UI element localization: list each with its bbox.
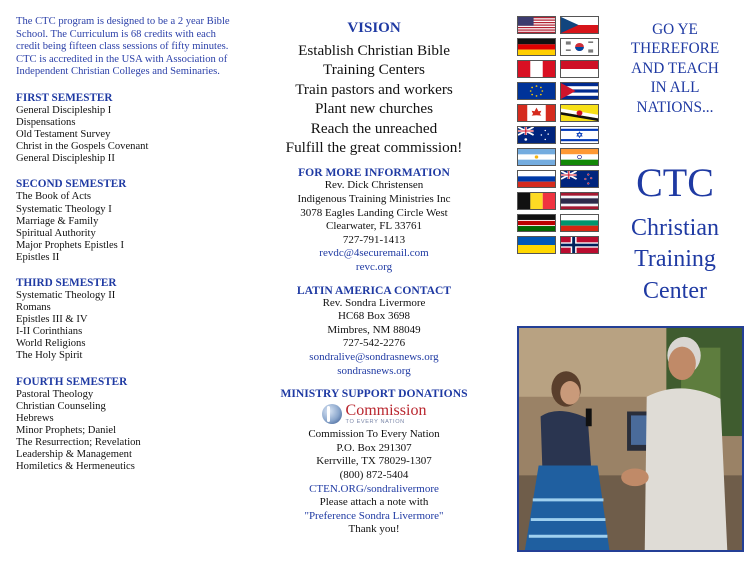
course-item: The Holy Spirit	[16, 350, 83, 362]
thailand-flag	[560, 192, 599, 210]
contact-line: Mimbres, NM 88049	[327, 323, 421, 336]
program-intro: The CTC program is designed to be a 2 year Bible School. The Curriculum is 68 credits with each credit being fifteen class sessions of fifty minutes. CTC is accredited in the USA with Association of Independent Christian Colleges and Seminaries.	[16, 16, 230, 78]
vision-item: Plant new churches	[314, 100, 434, 118]
contact-line: HC68 Box 3698	[337, 310, 411, 323]
slogan-line: THEREFORE	[630, 40, 720, 58]
czech-flag	[560, 16, 599, 34]
vision-item: Training Centers	[323, 61, 425, 79]
course-list	[16, 389, 238, 474]
contact-website-link[interactable]: sondrasnews.org	[337, 364, 411, 377]
brunei-flag	[560, 104, 599, 122]
course-item: Minor Prophets; Daniel	[16, 424, 117, 436]
contact-line: Rev. Dick Christensen	[324, 179, 424, 192]
peru-flag	[517, 60, 556, 78]
contact-line: Rev. Sondra Livermore	[322, 296, 426, 309]
vision-item: Establish Christian Bible	[298, 42, 450, 59]
semester-title: FOURTH SEMESTER	[16, 375, 128, 388]
course-item: Marriage & Family	[16, 215, 99, 227]
course-item: General Discipleship I	[16, 104, 112, 116]
commission-logo	[263, 400, 485, 428]
course-item: Homiletics & Hermeneutics	[16, 461, 135, 473]
ctc-full-name	[605, 213, 745, 307]
donations-heading: MINISTRY SUPPORT DONATIONS	[280, 387, 468, 401]
course-item: Systematic Theology II	[16, 290, 116, 301]
norway-flag	[560, 236, 599, 254]
canada-flag	[517, 104, 556, 122]
name-line: Center	[643, 277, 707, 304]
thank-you: Thank you!	[348, 523, 400, 536]
course-item: Epistles III & IV	[16, 314, 88, 326]
logo-tagline: TO EVERY NATION	[345, 419, 405, 426]
teaching-photo	[517, 326, 744, 552]
argentina-flag	[517, 148, 556, 166]
slogan-line: IN ALL	[650, 79, 700, 97]
course-item: I-II Corinthians	[16, 326, 83, 338]
semester-block	[16, 92, 238, 165]
bulgaria-flag	[560, 214, 599, 232]
slogan-line: AND TEACH	[631, 59, 719, 77]
russia-flag	[517, 170, 556, 188]
vision-list	[263, 41, 485, 157]
contact-line: P.O. Box 291307	[336, 441, 412, 454]
new-zealand-flag	[560, 170, 599, 188]
vision-heading: VISION	[347, 20, 401, 36]
vision-item: Reach the unreached	[310, 119, 438, 137]
donation-website-link[interactable]: CTEN.ORG/sondralivermore	[309, 482, 439, 495]
info-column	[263, 20, 485, 537]
vision-item: Train pastors and workers	[295, 80, 453, 98]
semester-block	[16, 376, 238, 474]
course-item: Pastoral Theology	[16, 388, 94, 400]
course-list	[16, 290, 238, 363]
israel-flag	[560, 126, 599, 144]
course-item: Systematic Theology I	[16, 203, 112, 215]
flag-grid	[517, 16, 599, 304]
usa-flag	[517, 16, 556, 34]
cuba-flag	[560, 82, 599, 100]
australia-flag	[517, 126, 556, 144]
semester-title: THIRD SEMESTER	[16, 277, 117, 289]
name-line: Training	[634, 246, 716, 273]
eu-flag	[517, 82, 556, 100]
latin-america-contact	[263, 297, 485, 379]
slogan-line: GO YE	[652, 21, 698, 38]
course-item: Major Prophets Epistles I	[16, 239, 124, 251]
donation-note: Please attach a note with	[319, 496, 429, 509]
belgium-flag	[517, 192, 556, 210]
course-item: Leadership & Management	[16, 449, 132, 461]
info-heading: FOR MORE INFORMATION	[298, 166, 450, 180]
course-item: Dispensations	[16, 117, 76, 129]
contact-phone: 727-791-1413	[342, 233, 406, 246]
semester-title: FIRST SEMESTER	[16, 91, 113, 104]
contact-phone: (800) 872-5404	[339, 468, 409, 481]
ctc-acronym: CTC	[636, 160, 714, 206]
semester-block	[16, 277, 238, 363]
cross-globe-icon	[322, 404, 342, 424]
slogan	[605, 20, 745, 117]
latin-america-heading: LATIN AMERICA CONTACT	[296, 283, 452, 297]
course-item: Christ in the Gospels Covenant	[16, 141, 149, 153]
donation-contact	[263, 428, 485, 537]
contact-line: Indigenous Training Ministries Inc	[297, 193, 451, 206]
name-line: Christian	[631, 215, 719, 242]
india-flag	[560, 148, 599, 166]
contact-line: Commission To Every Nation	[308, 428, 440, 441]
germany-flag	[517, 38, 556, 56]
course-item: Hebrews	[16, 412, 54, 424]
course-item: Christian Counseling	[16, 400, 106, 412]
semester-block	[16, 178, 238, 264]
course-item: General Discipleship II	[16, 153, 115, 165]
contact-email-link[interactable]: revdc@4securemail.com	[319, 247, 429, 260]
slogan-line: NATIONS...	[636, 98, 714, 116]
course-list	[16, 105, 238, 165]
course-item: Epistles II	[16, 251, 60, 263]
contact-line: Clearwater, FL 33761	[326, 220, 422, 233]
kenya-flag	[517, 214, 556, 232]
curriculum-column	[16, 16, 238, 473]
cover-title	[605, 20, 745, 307]
course-item: The Resurrection; Revelation	[16, 436, 141, 448]
contact-line: Kerrville, TX 78029-1307	[316, 455, 432, 468]
vision-item: Fulfill the great commission!	[285, 139, 463, 157]
course-item: Spiritual Authority	[16, 227, 96, 239]
ukraine-flag	[517, 236, 556, 254]
contact-line: 3078 Eagles Landing Circle West	[300, 206, 448, 219]
donation-preference: "Preference Sondra Livermore"	[304, 509, 444, 522]
course-item: The Book of Acts	[16, 191, 92, 203]
south-korea-flag	[560, 38, 599, 56]
course-item: Old Testament Survey	[16, 129, 111, 141]
course-item: Romans	[16, 302, 51, 314]
logo-wordmark: Commission	[345, 402, 427, 420]
indonesia-flag	[560, 60, 599, 78]
course-list	[16, 191, 238, 264]
contact-phone: 727-542-2276	[342, 337, 406, 350]
semester-title: SECOND SEMESTER	[16, 178, 127, 191]
course-item: World Religions	[16, 338, 86, 350]
contact-website-link[interactable]: revc.org	[355, 261, 393, 273]
info-contact	[263, 179, 485, 274]
contact-email-link[interactable]: sondralive@sondrasnews.org	[309, 350, 439, 363]
